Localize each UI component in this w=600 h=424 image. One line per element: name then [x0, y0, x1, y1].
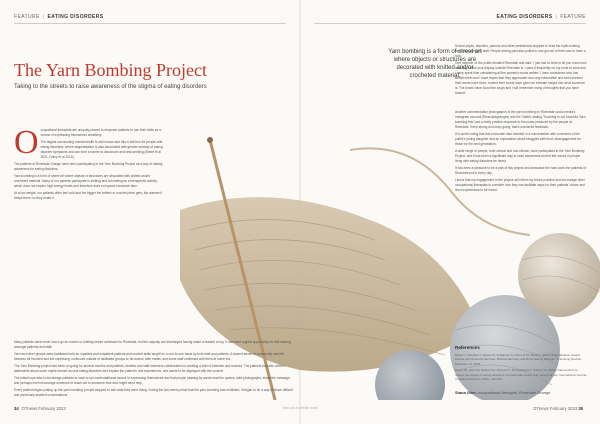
left-page-header	[14, 14, 104, 20]
pull-quote: Yarn bombing is a form of street art where objects or structures are decorated with knitted and/or crocheted material.	[388, 49, 482, 79]
page-number-left: 34	[14, 406, 19, 411]
body-paragraph: The initial hope was to encourage patients to have a non-confrontational means of expressing themselves and that people passing by would read the quotes, take photographs, share the message, and perhaps even encourage someone to reach out to someone else who might need help.	[14, 376, 291, 385]
body-paragraph: A wide range of people, both clinical and non-clinical, have participated in the Yarn Bombing Project, and it has been a significant way to raise awareness and let the voices of people living with eating disorders be heard.	[455, 149, 585, 163]
reference-item: Doley JR, Hart LM, Stukas AA, Petrovic K, Bouguettaya A, Paxton SJ (2016) Interventions to reduce the stigma of eating disorders: A systematic review and meta-analysis. International Journal of Eating Disorders, 50(3), 210-230.	[455, 368, 587, 381]
intro-paragraph: Occupational therapists are uniquely placed to empower patients to use their skills as a means of expressing themselves creatively.	[14, 124, 161, 161]
body-paragraph: I know that my engagement in the project will inform my future practice and encourage other occupational therapists to consider how they can facilitate ways for their patients' voices and lived experiences to be heard.	[455, 178, 585, 192]
header-rule-left	[14, 23, 286, 24]
right-page-header	[496, 14, 586, 20]
body-paragraph: It has been a pleasure to be a part of this project and showcase the hard work the patients of Riverdale put in every day.	[455, 166, 586, 175]
body-column-right	[455, 110, 587, 195]
header-rule-right	[314, 23, 586, 24]
body-paragraph: The Yarn Bombing project had been on-going for several months and patients, families and staff members collaborated on creating a bulk of blankets and scarves. The patients had also written statements about some myths formed around eating disorders and explain the patient's real experiences, and wants to be displayed with the crochet.	[14, 364, 285, 373]
body-paragraph: The stigma surrounding mental health is well known and this is still true for people with eating disorders, where stigmatisation is also associated with greater severity of eating disorder symptoms and can form a barrier to disclosure and help-seeking (Brelet et al 2021; Doley et al 2016).	[40, 140, 163, 159]
body-paragraph: Yarn bombing is a form of street art where objects or structures are decorated with knitted and/or crocheted material. Many of our patients participate in knitting and crocheting as a therapeutic activity, which does not require high energy levels and therefore does not spend excessive time.	[14, 174, 158, 188]
author-byline: Siana Glen, occupational therapist, Riverdale Grange	[455, 390, 551, 395]
author-name: Siana Glen	[455, 390, 476, 395]
yarn-ball-cream	[518, 233, 600, 317]
header-separator-right: |	[555, 14, 558, 20]
body-column-right-top	[455, 44, 587, 98]
body-paragraph: Yarn and other groups were facilitated both for inpatient and outpatient patients and crochet skills taught on a one-to-one basis by both staff and patients. A shared sense of community was felt between all involved and the continuing, continued outside of facilitated groups to 'sit-downs' after meals, and some staff continued with them at home too.	[14, 352, 284, 361]
article-title: The Yarn Bombing Project	[14, 60, 207, 80]
header-separator: |	[42, 14, 45, 20]
body-column-bottom	[14, 340, 294, 400]
reference-item: Brelet L, Flaudias V, Désert M, Guillaume S, Llorca P-M, Boirie Y (2021) Stigmatization toward People with Anorexia Nervosa, Bulimia Nervosa, and Binge Eating Disorder: A Scoping Review. Nutrients, 13, 2834.	[455, 352, 582, 366]
references	[455, 346, 587, 384]
publication-label-left: OTnews February 2023	[21, 406, 66, 411]
body-paragraph: Many patients have never had a go at crochet or knitting before admission to Riverdale, but the majority are discharged having made a blanket or toy. It has been a great opportunity for skill sharing amongst patients and staff.	[14, 340, 291, 349]
left-page-footer	[14, 406, 66, 411]
photo-credit: Yarn on a needle work	[282, 406, 318, 410]
drop-cap: O	[14, 124, 39, 161]
references-title: References	[455, 345, 480, 350]
body-paragraph: The patients of Riverdale Grange have been participating in the Yarn Bombing Project as a way of raising awareness for eating disorders.	[14, 162, 163, 171]
body-paragraph: One member of the public emailed Riverdale and said: 'I just had to write to let you know how amazing I think your display outside Riverdale is. I pass it frequently on my route to work and I have spent time considering all the powerful words written. I have considered who has written them and I have hoped that they appreciate how very informative and well-received their words have been. Indeed their words have given an intimate insight into what someone is. The words have found the tough and I will remember many of thoughts that you have shared.'	[455, 61, 587, 95]
page-number-right: 35	[578, 406, 583, 411]
body-paragraph: At a low weight, our patients often feel cold and the bigger the knitted or crochet piece gets, the warmer it keeps them, so they make it.	[14, 191, 163, 200]
publication-label-right: OTnews February 2023	[533, 406, 578, 411]
right-page-footer	[533, 406, 586, 411]
body-paragraph: School pupils, teachers, parents and other pedestrians stopped to read the myth-busting tapes and speak to staff. People driving past also pulled in and got out of their cars to have a look.	[455, 44, 586, 58]
magazine-label: FEATURE	[14, 14, 40, 20]
section-label-right: EATING DISORDERS	[496, 14, 553, 20]
body-column-left	[14, 124, 164, 203]
magazine-label-right: FEATURE	[560, 14, 586, 20]
body-paragraph: Another commendation photographs of the yarn bombing on Riverdale social media's Instagram account (Riverdalegranges) and the Twitter, stating 'Touching to our beautiful Yarn bombing this' had a really positive response to the posts produced by the people at Riverdale. Keep strong and keep going, that's wonderful feedback.	[455, 110, 586, 129]
article-standfirst: Taking to the streets to raise awareness of the stigma of eating disorders	[14, 84, 207, 90]
section-label: EATING DISORDERS	[47, 14, 104, 20]
author-role: occupational therapist, Riverdale Grange	[477, 390, 551, 395]
body-paragraph: Every patient began putting up the yarn bombing, people stopped to ask what they were doing. During the two-week period that the yarn bombing was exhibited, it began to be a way to share difficult and previously avoided conversations.	[14, 388, 293, 397]
body-paragraph: It is worth noting that this encounter also resulted in a conversation with a member of the public's young daughter and an explanation about struggles with food, disengagement for those for the next generation.	[455, 132, 581, 146]
